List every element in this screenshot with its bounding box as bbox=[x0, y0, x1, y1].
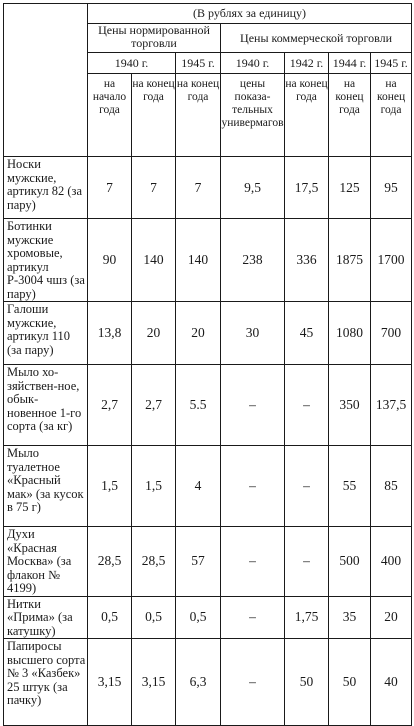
header-corner-cell bbox=[4, 4, 88, 157]
price-cell: 95 bbox=[371, 157, 412, 219]
row-name: Галоши мужские, артикул 110 (за пару) bbox=[4, 302, 88, 365]
price-cell: 90 bbox=[88, 219, 132, 302]
price-cell: 1875 bbox=[329, 219, 371, 302]
subheader-cell: на конец года bbox=[371, 74, 412, 157]
price-cell: 20 bbox=[176, 302, 221, 365]
price-cell: 2,7 bbox=[132, 365, 176, 446]
row-name: Носки мужские, артикул 82 (за пару) bbox=[4, 157, 88, 219]
price-cell: 20 bbox=[132, 302, 176, 365]
table-row bbox=[4, 639, 412, 726]
price-table bbox=[3, 3, 412, 726]
year-header: 1940 г. bbox=[88, 53, 176, 74]
row-name: Нитки «Прима» (за катушку) bbox=[4, 596, 88, 639]
price-table-container bbox=[3, 3, 411, 726]
price-cell: 0,5 bbox=[132, 596, 176, 639]
price-cell: 28,5 bbox=[88, 527, 132, 597]
year-header: 1940 г. bbox=[221, 53, 285, 74]
price-cell: 7 bbox=[132, 157, 176, 219]
row-name: Мыло туалетное «Красный мак» (за кусок в 75 г) bbox=[4, 446, 88, 527]
price-cell: 2,7 bbox=[88, 365, 132, 446]
price-cell: 0,5 bbox=[88, 596, 132, 639]
table-row bbox=[4, 302, 412, 365]
subheader-cell: на конец года bbox=[132, 74, 176, 157]
price-cell: 0,5 bbox=[176, 596, 221, 639]
price-cell: – bbox=[285, 446, 329, 527]
price-cell: 9,5 bbox=[221, 157, 285, 219]
subheader-cell: на конец года bbox=[176, 74, 221, 157]
price-cell: 140 bbox=[176, 219, 221, 302]
year-header: 1942 г. bbox=[285, 53, 329, 74]
price-cell: – bbox=[221, 527, 285, 597]
year-header: 1945 г. bbox=[176, 53, 221, 74]
price-cell: 137,5 bbox=[371, 365, 412, 446]
price-cell: 3,15 bbox=[88, 639, 132, 726]
price-cell: 6,3 bbox=[176, 639, 221, 726]
price-cell: 13,8 bbox=[88, 302, 132, 365]
price-cell: 140 bbox=[132, 219, 176, 302]
price-cell: 85 bbox=[371, 446, 412, 527]
price-cell: 1700 bbox=[371, 219, 412, 302]
price-cell: 35 bbox=[329, 596, 371, 639]
price-cell: 17,5 bbox=[285, 157, 329, 219]
table-row bbox=[4, 596, 412, 639]
price-cell: 500 bbox=[329, 527, 371, 597]
table-row bbox=[4, 219, 412, 302]
row-name: Папиросы высшего сорта № 3 «Казбек» 25 штук (за пачку) bbox=[4, 639, 88, 726]
price-cell: – bbox=[285, 527, 329, 597]
price-cell: 50 bbox=[329, 639, 371, 726]
price-cell: 7 bbox=[176, 157, 221, 219]
group-header-commercial: Цены коммерческой торговли bbox=[221, 24, 412, 53]
price-cell: 400 bbox=[371, 527, 412, 597]
price-cell: 30 bbox=[221, 302, 285, 365]
unit-note: (В рублях за единицу) bbox=[88, 4, 412, 24]
price-cell: 238 bbox=[221, 219, 285, 302]
table-row bbox=[4, 527, 412, 597]
price-cell: 50 bbox=[285, 639, 329, 726]
price-cell: 1,75 bbox=[285, 596, 329, 639]
price-cell: – bbox=[221, 365, 285, 446]
price-cell: – bbox=[221, 446, 285, 527]
subheader-cell: цены показа-тельных универмагов bbox=[221, 74, 285, 157]
price-cell: 700 bbox=[371, 302, 412, 365]
price-cell: – bbox=[285, 365, 329, 446]
price-cell: 5.5 bbox=[176, 365, 221, 446]
row-name: Ботинки мужские хромовые, артикул Р-3004 чшз (за пару) bbox=[4, 219, 88, 302]
price-cell: 1,5 bbox=[132, 446, 176, 527]
price-cell: – bbox=[221, 639, 285, 726]
price-cell: 1080 bbox=[329, 302, 371, 365]
price-cell: 3,15 bbox=[132, 639, 176, 726]
price-cell: 45 bbox=[285, 302, 329, 365]
price-cell: 57 bbox=[176, 527, 221, 597]
price-cell: 40 bbox=[371, 639, 412, 726]
price-cell: 55 bbox=[329, 446, 371, 527]
subheader-cell: на начало года bbox=[88, 74, 132, 157]
price-cell: 28,5 bbox=[132, 527, 176, 597]
price-cell: 125 bbox=[329, 157, 371, 219]
price-cell: 4 bbox=[176, 446, 221, 527]
table-row bbox=[4, 446, 412, 527]
price-cell: 1,5 bbox=[88, 446, 132, 527]
subheader-cell: на конец года bbox=[329, 74, 371, 157]
price-cell: – bbox=[221, 596, 285, 639]
table-row bbox=[4, 365, 412, 446]
row-name: Духи «Красная Москва» (за флакон № 4199) bbox=[4, 527, 88, 597]
price-cell: 336 bbox=[285, 219, 329, 302]
table-row bbox=[4, 157, 412, 219]
price-cell: 350 bbox=[329, 365, 371, 446]
subheader-cell: на конец года bbox=[285, 74, 329, 157]
price-cell: 7 bbox=[88, 157, 132, 219]
year-header: 1944 г. bbox=[329, 53, 371, 74]
year-header: 1945 г. bbox=[371, 53, 412, 74]
price-cell: 20 bbox=[371, 596, 412, 639]
group-header-normed: Цены нормированной торговли bbox=[88, 24, 221, 53]
row-name: Мыло хо-зяйствен-ное, обык-новенное 1-го сорта (за кг) bbox=[4, 365, 88, 446]
